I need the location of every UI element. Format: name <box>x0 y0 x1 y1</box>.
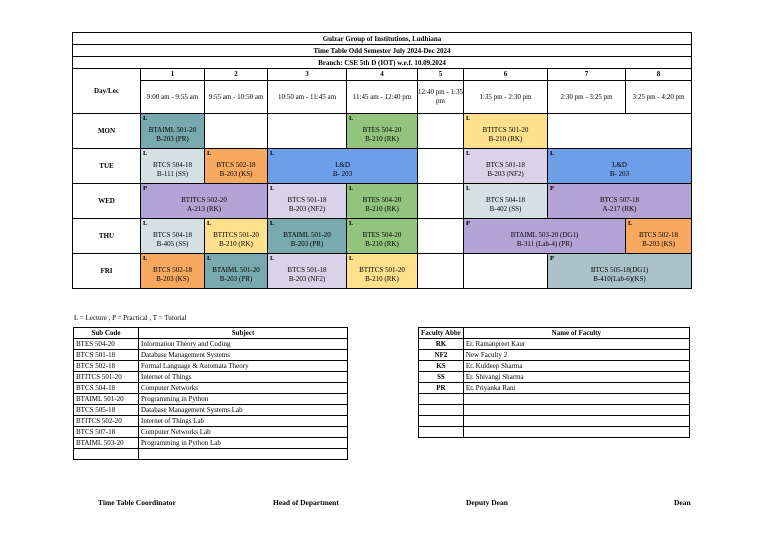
sub-code: BTAIML 501-20 <box>74 394 139 405</box>
subject-name: Information Theory and Coding <box>139 339 348 350</box>
class-type: L <box>349 115 354 122</box>
faculty-row <box>419 372 690 383</box>
subject-row <box>74 394 348 405</box>
faculty-row <box>419 361 690 372</box>
dean-signature: Dean <box>674 498 691 507</box>
class-cell <box>347 184 418 219</box>
course-code: BTITCS 501-20 <box>213 230 259 239</box>
time-slot: 9:00 am - 9:55 am <box>141 81 205 114</box>
class-cell <box>205 219 268 254</box>
room-faculty: A-217 (RK) <box>602 204 637 213</box>
empty-cell <box>464 254 548 289</box>
class-type: L <box>349 255 354 262</box>
course-code: BTES 504-20 <box>362 230 402 239</box>
day-label-thu: THU <box>73 219 141 254</box>
class-cell <box>141 184 268 219</box>
course-code: BTCS 501-18 <box>287 195 327 204</box>
class-type: L <box>143 115 148 122</box>
course-code: BTCS 504-18 <box>485 195 526 204</box>
lecture-number: 4 <box>347 69 418 81</box>
sub-code: BTCS 502-18 <box>74 361 139 372</box>
faculty-abbr <box>419 427 464 438</box>
sub-code: BTES 504-20 <box>74 339 139 350</box>
room-faculty: B- 203 <box>609 169 630 178</box>
branch-title: Branch: CSE 5th D (IOT) w.e.f. 10.09.2024 <box>73 57 692 69</box>
subject-row <box>74 383 348 394</box>
room-faculty: B-410(Lab-6)(KS) <box>593 274 646 283</box>
sub-code <box>74 449 139 460</box>
faculty-name <box>463 427 689 438</box>
subject-name: Internet of Things <box>139 372 348 383</box>
faculty-row <box>419 350 690 361</box>
faculty-abbr: NF2 <box>419 350 464 361</box>
class-type: L <box>466 150 471 157</box>
room-faculty: B-203 (KS) <box>156 274 189 283</box>
lecture-number: 2 <box>205 69 268 81</box>
class-cell <box>268 254 347 289</box>
faculty-table <box>418 327 690 438</box>
subject-row <box>74 339 348 350</box>
course-code: BTAIML 501-20 <box>212 265 260 274</box>
lunch-cell <box>418 149 464 184</box>
room-faculty: A-213 (RK) <box>186 204 222 213</box>
class-type: P <box>550 255 554 262</box>
lecture-number: 7 <box>548 69 626 81</box>
course-code: BTCS 507-18 <box>599 195 640 204</box>
room-faculty: B-203 (PR) <box>219 274 253 283</box>
class-type: P <box>466 220 470 227</box>
day-label-mon: MON <box>73 114 141 149</box>
lunch-cell <box>418 184 464 219</box>
class-type: P <box>143 185 147 192</box>
course-code: BTCS 501-18 <box>485 160 526 169</box>
class-type: L <box>628 220 633 227</box>
class-type: L <box>143 220 148 227</box>
day-label-tue: TUE <box>73 149 141 184</box>
course-code: BTCS 502-18 <box>638 230 679 239</box>
time-slot: 3:25 pm - 4:20 pm <box>626 81 692 114</box>
room-faculty: B- 203 <box>332 169 353 178</box>
class-cell <box>548 149 692 184</box>
faculty-abbr <box>419 416 464 427</box>
class-type: L <box>207 220 212 227</box>
time-slot: 1:35 pm - 2:30 pm <box>464 81 548 114</box>
subject-row <box>74 372 348 383</box>
class-cell <box>141 219 205 254</box>
lecture-number: 6 <box>464 69 548 81</box>
faculty-name: Er. Ramanpreet Kaur <box>463 339 689 350</box>
coordinator-signature: Time Table Coordinator <box>98 498 176 507</box>
hod-signature: Head of Department <box>273 498 339 507</box>
sub-code: BTCS 504-18 <box>74 383 139 394</box>
subject-name <box>139 449 348 460</box>
subject-row <box>74 427 348 438</box>
room-faculty: B-111 (SS) <box>156 169 189 178</box>
course-code: BTITCS 502-20 <box>181 195 227 204</box>
day-label-wed: WED <box>73 184 141 219</box>
course-code: BTCS 502-18 <box>216 160 256 169</box>
room-faculty: B-203 (KS) <box>642 239 675 248</box>
class-cell <box>347 114 418 149</box>
faculty-name-header: Name of Faculty <box>463 328 689 339</box>
faculty-name: New Faculty 2 <box>463 350 689 361</box>
class-cell <box>347 219 418 254</box>
class-cell <box>548 254 692 289</box>
subject-name: Internet of Things Lab <box>139 416 348 427</box>
course-code: L&D <box>335 160 350 169</box>
class-type: L <box>550 150 555 157</box>
subject-row <box>74 416 348 427</box>
class-cell <box>205 149 268 184</box>
class-type: L <box>143 150 148 157</box>
day-lec-header: Day/Lec <box>73 69 141 114</box>
class-type: L <box>270 255 275 262</box>
class-cell <box>464 114 548 149</box>
course-code: BTES 504-20 <box>362 125 402 134</box>
class-type: L <box>207 150 212 157</box>
sub-code: BTCS 505-18 <box>74 405 139 416</box>
class-cell <box>268 219 347 254</box>
course-code: BTCS 504-18 <box>152 160 193 169</box>
sub-code: BTITCS 502-20 <box>74 416 139 427</box>
faculty-row <box>419 405 690 416</box>
room-faculty: B-210 (RK) <box>219 239 253 248</box>
faculty-name <box>463 394 689 405</box>
faculty-row <box>419 339 690 350</box>
class-type: P <box>550 185 554 192</box>
course-code: BTAIML 503-20 (DG1) <box>510 230 579 239</box>
room-faculty: B-203 (NF2) <box>487 169 524 178</box>
class-cell <box>141 149 205 184</box>
class-type: L <box>270 185 275 192</box>
class-type: L <box>466 115 471 122</box>
subject-row <box>74 350 348 361</box>
room-faculty: B-210 (RK) <box>488 134 523 143</box>
faculty-name: Er. Kuldeep Sharma <box>463 361 689 372</box>
course-code: BTAIML 501-20 <box>283 230 331 239</box>
faculty-abbr: SS <box>419 372 464 383</box>
course-code: BTCS 502-18 <box>152 265 193 274</box>
room-faculty: B-311 (Lab-4) (PR) <box>516 239 573 248</box>
room-faculty: B-210 (RK) <box>365 239 399 248</box>
subject-name: Database Management Systems <box>139 350 348 361</box>
room-faculty: B-203 (NF2) <box>288 274 326 283</box>
room-faculty: B-210 (RK) <box>365 204 399 213</box>
subject-name: Programming in Python Lab <box>139 438 348 449</box>
faculty-name <box>463 416 689 427</box>
lecture-number: 3 <box>268 69 347 81</box>
subject-name: Formal Language & Automata Theory <box>139 361 348 372</box>
class-cell <box>464 219 626 254</box>
term-title: Time Table Odd Semester July 2024-Dec 2024 <box>73 45 692 57</box>
room-faculty: B-210 (RK) <box>365 274 399 283</box>
room-faculty: B-203 (PR) <box>156 134 189 143</box>
day-label-fri: FRI <box>73 254 141 289</box>
class-cell <box>548 184 692 219</box>
time-slot: 11:45 am - 12:40 pm <box>347 81 418 114</box>
subject-row <box>74 405 348 416</box>
class-cell <box>626 219 692 254</box>
lunch-cell <box>418 254 464 289</box>
class-type: L <box>349 220 354 227</box>
faculty-abbr-header: Faculty Abbr <box>419 328 464 339</box>
sub-code: BTITCS 501-20 <box>74 372 139 383</box>
room-faculty: B-203 (NF2) <box>288 204 326 213</box>
class-type: L <box>143 255 148 262</box>
class-cell <box>347 254 418 289</box>
class-cell <box>141 254 205 289</box>
time-slot: 2:30 pm - 3:25 pm <box>548 81 626 114</box>
course-code: BTES 504-20 <box>362 195 402 204</box>
class-cell <box>464 184 548 219</box>
class-type: L <box>207 255 212 262</box>
timetable <box>72 32 692 289</box>
sub-code: BTCS 501-18 <box>74 350 139 361</box>
course-code: BTITCS 501-20 <box>359 265 405 274</box>
faculty-row <box>419 394 690 405</box>
deputy-dean-signature: Deputy Dean <box>466 498 508 507</box>
sub-code: BTAIML 503-20 <box>74 438 139 449</box>
subject-row <box>74 449 348 460</box>
subject-name: Programming in Python <box>139 394 348 405</box>
faculty-row <box>419 416 690 427</box>
faculty-name: Er. Shivangi Sharma <box>463 372 689 383</box>
course-code: L&D <box>612 160 627 169</box>
class-cell <box>268 184 347 219</box>
lecture-number: 1 <box>141 69 205 81</box>
class-cell <box>141 114 205 149</box>
faculty-row <box>419 427 690 438</box>
empty-cell <box>268 114 347 149</box>
subject-header: Subject <box>139 328 348 339</box>
faculty-name: Er. Priyanka Rani <box>463 383 689 394</box>
time-slot: 9:55 am - 10:50 am <box>205 81 268 114</box>
class-cell <box>205 254 268 289</box>
subject-name: Database Management Systems Lab <box>139 405 348 416</box>
room-faculty: B-405 (SS) <box>156 239 189 248</box>
course-code: BTAIML 501-20 <box>148 125 197 134</box>
empty-cell <box>548 114 692 149</box>
sub-code-header: Sub Code <box>74 328 139 339</box>
room-faculty: B-203 (PR) <box>290 239 324 248</box>
institution-title: Gulzar Group of Institutions, Ludhiana <box>73 33 692 45</box>
lunch-cell <box>418 114 464 149</box>
lunch-cell <box>418 219 464 254</box>
subject-name: Computer Networks Lab <box>139 427 348 438</box>
faculty-name <box>463 405 689 416</box>
room-faculty: B-203 (KS) <box>219 169 253 178</box>
subject-row <box>74 438 348 449</box>
faculty-abbr <box>419 394 464 405</box>
room-faculty: B-210 (RK) <box>365 134 399 143</box>
legend-text: L = Lecture , P = Practical , T = Tutorial <box>74 314 187 322</box>
class-cell <box>464 149 548 184</box>
course-code: BTCS 505-18(DG1) <box>590 265 649 274</box>
course-code: BTCS 504-18 <box>152 230 193 239</box>
sub-code: BTCS 507-18 <box>74 427 139 438</box>
lecture-number: 5 <box>418 69 464 81</box>
class-type: L <box>270 150 275 157</box>
course-code: BTITCS 501-20 <box>482 125 529 134</box>
time-slot: 10:50 am - 11:45 am <box>268 81 347 114</box>
class-type: L <box>349 185 354 192</box>
lecture-number: 8 <box>626 69 692 81</box>
room-faculty: B-402 (SS) <box>489 204 522 213</box>
subject-name: Computer Networks <box>139 383 348 394</box>
faculty-abbr <box>419 405 464 416</box>
subject-table <box>73 327 348 460</box>
subject-row <box>74 361 348 372</box>
faculty-row <box>419 383 690 394</box>
class-type: L <box>270 220 275 227</box>
empty-cell <box>205 114 268 149</box>
faculty-abbr: KS <box>419 361 464 372</box>
faculty-abbr: PR <box>419 383 464 394</box>
course-code: BTCS 501-18 <box>287 265 327 274</box>
class-cell <box>268 149 418 184</box>
faculty-abbr: RK <box>419 339 464 350</box>
time-slot: 12:40 pm - 1:35 pm <box>418 81 464 114</box>
class-type: L <box>466 185 471 192</box>
